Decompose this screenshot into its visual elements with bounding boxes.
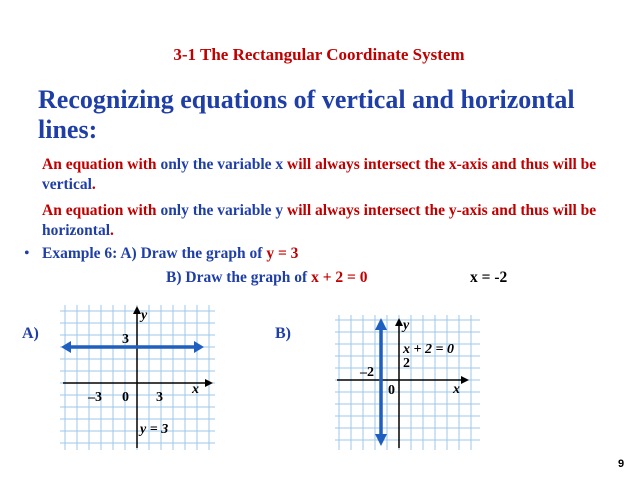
- graph-a-y-tick-label: 3: [122, 332, 129, 347]
- graph-a-line-left-arrow-icon: [61, 341, 71, 353]
- para1-highlight-vertical: vertical: [42, 176, 92, 193]
- para1-text-2: will always intersect the x-axis and thus will be: [283, 156, 597, 173]
- graph-a-y-arrow-icon: [133, 306, 141, 314]
- graph-b-line-equation: x + 2 = 0: [403, 342, 454, 357]
- example-b-prefix: B) Draw the graph of: [166, 269, 312, 286]
- graph-a-label: A): [22, 325, 39, 342]
- para2-highlight-horizontal: horizontal: [42, 222, 111, 239]
- example-a-prefix: Example 6: A) Draw the graph of: [42, 245, 267, 262]
- graph-b-origin-label: 0: [388, 383, 395, 398]
- para2-text-2: will always intersect the y-axis and thus will be: [283, 202, 597, 219]
- graph-b-vertical-line: [335, 315, 480, 450]
- para2-text-1: An equation with: [42, 202, 161, 219]
- graph-a-x-tick-pos: 3: [156, 390, 163, 405]
- graph-b-x-tick-label: –2: [360, 365, 374, 380]
- para2-text-3: .: [110, 222, 114, 239]
- graph-b-x-arrow-icon: [461, 376, 469, 384]
- graph-a-horizontal-line: [60, 305, 215, 450]
- graph-a-x-tick-neg: –3: [88, 390, 102, 405]
- graph-a-origin-label: 0: [122, 390, 129, 405]
- slide-heading: Recognizing equations of vertical and horizontal lines:: [38, 85, 575, 144]
- graph-a-x-axis-label: x: [192, 382, 199, 397]
- paragraph-vertical-rule: [42, 155, 602, 195]
- example-line-b: [166, 269, 368, 287]
- graph-a-line-right-arrow-icon: [194, 341, 204, 353]
- para2-highlight-variable: only the variable y: [160, 202, 284, 219]
- graph-a-y-axis-label: y: [141, 308, 148, 323]
- page-number: 9: [618, 458, 625, 470]
- para1-highlight-variable: only the variable x: [160, 156, 284, 173]
- example-b-equation: x + 2 = 0: [311, 269, 368, 286]
- graph-b-label: B): [275, 325, 291, 342]
- para1-text-1: An equation with: [42, 156, 161, 173]
- para1-text-3: .: [91, 176, 96, 193]
- example-b-result: x = -2: [470, 269, 508, 286]
- example-a-equation: y = 3: [266, 245, 299, 262]
- graph-a-line-equation: y = 3: [140, 422, 169, 437]
- example-line-a: [42, 245, 298, 263]
- paragraph-horizontal-rule: [42, 201, 602, 241]
- graph-b-y-arrow-icon: [395, 318, 403, 326]
- graph-b-y-axis-label: y: [403, 318, 410, 333]
- graph-b-x-axis-label: x: [453, 382, 460, 397]
- slide-title: 3-1 The Rectangular Coordinate System: [173, 45, 465, 64]
- bullet-icon: •: [24, 245, 30, 262]
- graph-b-y-tick-label: 2: [403, 356, 410, 371]
